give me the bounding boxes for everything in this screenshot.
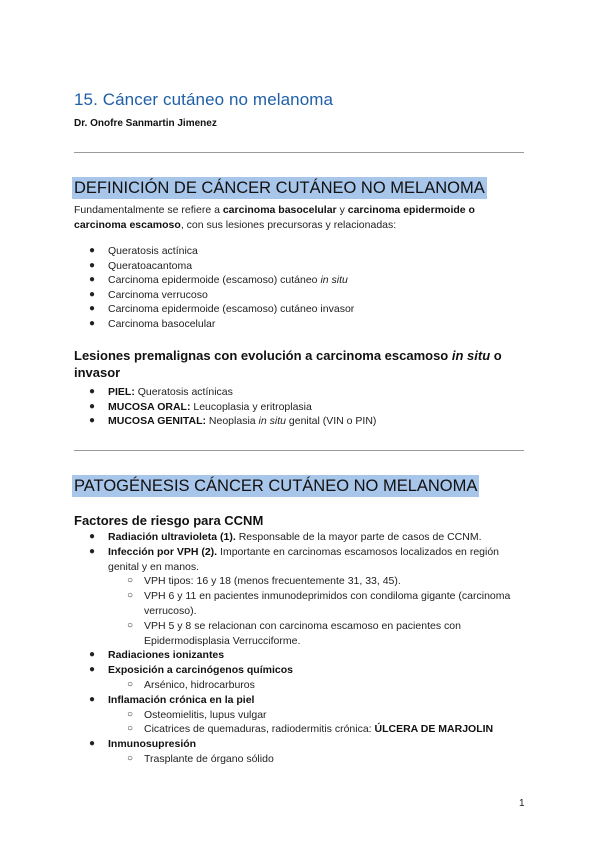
list-item (74, 737, 524, 752)
divider-1 (74, 152, 524, 153)
circle-bullet-icon: ○ (127, 723, 134, 735)
intro-text-3: , con sus lesiones precursoras y relacionadas: (180, 219, 397, 231)
bullet-icon: ● (89, 649, 96, 661)
risk-vph-label: Infección por VPH (2). (108, 545, 218, 558)
sub-item-text: VPH 5 y 8 se relacionan con carcinoma escamoso en pacientes con Epidermodisplasia Verrucciforme. (144, 619, 461, 647)
list-item (74, 317, 354, 332)
risk-vph-text: Importante en carcinomas escamosos localizados en región genital y en manos. (108, 545, 500, 573)
subheading-text-1: Lesiones premalignas con evolución a carcinoma escamoso (74, 348, 452, 363)
risk-uv-text: Responsable de la mayor parte de casos de CCNM. (235, 531, 482, 543)
list-item-italic: in situ (320, 274, 348, 287)
sub-item-text: VPH tipos: 16 y 18 (menos frecuentemente 31, 33, 45). (144, 575, 401, 588)
list-item (74, 414, 376, 429)
bullet-icon: ● (89, 545, 96, 557)
list-item-text: Carcinoma epidermoide (escamoso) cutáneo (108, 274, 321, 287)
divider-2 (74, 450, 524, 451)
sub-list-item (74, 589, 524, 619)
list-item (74, 400, 376, 415)
risk-inflamacion: Inflamación crónica en la piel (108, 693, 255, 706)
document-title: 15. Cáncer cutáneo no melanoma (74, 90, 334, 109)
list-item (74, 530, 524, 545)
subheading-factores-riesgo: Factores de riesgo para CCNM (74, 513, 264, 528)
list-item (74, 545, 524, 575)
bullet-icon: ● (89, 245, 96, 256)
list-item-text: Carcinoma verrucoso (108, 288, 208, 301)
bullet-icon: ● (89, 531, 96, 542)
bullet-icon: ● (89, 664, 96, 676)
sub-list-item (74, 752, 524, 767)
risk-factor-list (74, 530, 524, 767)
bullet-icon: ● (89, 259, 96, 271)
list-item (74, 693, 524, 708)
sub-item-bold: ÚLCERA DE MARJOLIN (374, 723, 494, 736)
list-item-text: Leucoplasia y eritroplasia (190, 400, 312, 413)
list-item-text: Neoplasia (206, 415, 259, 428)
intro-bold-1: carcinoma basocelular (222, 204, 337, 216)
subheading-italic: in situ (451, 348, 491, 363)
sub-item-text: Trasplante de órgano sólido (144, 752, 274, 765)
list-item (74, 244, 354, 259)
definition-list (74, 244, 354, 332)
list-item-text: Queratosis actínica (108, 245, 198, 257)
circle-bullet-icon: ○ (127, 619, 134, 631)
bullet-icon: ● (89, 386, 96, 397)
list-item (74, 385, 376, 400)
author-name: Dr. Onofre Sanmartin Jimenez (74, 118, 217, 129)
list-item (74, 259, 354, 274)
list-item (74, 273, 354, 288)
sub-list-item (74, 574, 524, 589)
circle-bullet-icon: ○ (127, 708, 134, 720)
circle-bullet-icon: ○ (127, 752, 134, 764)
circle-bullet-icon: ○ (127, 678, 134, 690)
list-item (74, 648, 524, 663)
page-number: 1 (519, 798, 525, 809)
bullet-icon: ● (89, 738, 96, 750)
list-item-text: Queratosis actínicas (134, 386, 233, 398)
bullet-icon: ● (89, 317, 96, 329)
premalignas-list (74, 385, 376, 429)
risk-uv-label: Radiación ultravioleta (1). (108, 531, 236, 543)
section-heading-patogenesis: PATOGÉNESIS CÁNCER CUTÁNEO NO MELANOMA (74, 477, 478, 495)
bullet-icon: ● (89, 415, 96, 427)
list-item-label: PIEL: (108, 386, 135, 398)
bullet-icon: ● (89, 303, 96, 315)
sub-item-text: Arsénico, hidrocarburos (144, 678, 255, 691)
intro-text-1: Fundamentalmente se refiere a (74, 204, 223, 216)
sub-list-item (74, 619, 524, 649)
sub-list-item (74, 678, 524, 693)
bullet-icon: ● (89, 400, 96, 412)
intro-bold-2: carcinoma epidermoide o carcinoma escamoso (74, 204, 475, 231)
list-item-italic: in situ (258, 415, 286, 428)
list-item-text: Carcinoma epidermoide (escamoso) cutáneo invasor (108, 303, 355, 316)
list-item-label: MUCOSA ORAL: (108, 400, 191, 413)
risk-inmuno: Inmunosupresión (108, 738, 197, 751)
intro-text-2: y (336, 204, 348, 216)
circle-bullet-icon: ○ (127, 590, 134, 602)
risk-ionizantes: Radiaciones ionizantes (108, 649, 225, 662)
bullet-icon: ● (89, 288, 96, 300)
sub-item-text: VPH 6 y 11 en pacientes inmunodeprimidos con condiloma gigante (carcinoma verrucoso). (144, 590, 511, 617)
sub-list-item (74, 722, 524, 737)
list-item-text: Carcinoma basocelular (108, 317, 216, 330)
section-heading-definicion: DEFINICIÓN DE CÁNCER CUTÁNEO NO MELANOMA (74, 179, 485, 197)
list-item (74, 288, 354, 303)
circle-bullet-icon: ○ (127, 575, 134, 587)
list-item-text: Queratoacantoma (108, 259, 193, 272)
sub-item-text: Cicatrices de quemaduras, radiodermitis crónica: (144, 723, 375, 736)
bullet-icon: ● (89, 274, 96, 286)
list-item-text: genital (VIN o PIN) (285, 415, 377, 428)
subheading-text-2: o invasor (74, 348, 502, 380)
definition-paragraph (74, 203, 514, 233)
sub-item-text: Osteomielitis, lupus vulgar (144, 708, 267, 721)
list-item (74, 663, 524, 678)
risk-quimicos: Exposición a carcinógenos químicos (108, 664, 293, 677)
subheading-premalignas (74, 347, 514, 381)
sub-list-item (74, 708, 524, 723)
list-item-label: MUCOSA GENITAL: (108, 415, 206, 428)
list-item (74, 302, 354, 317)
bullet-icon: ● (89, 693, 96, 705)
